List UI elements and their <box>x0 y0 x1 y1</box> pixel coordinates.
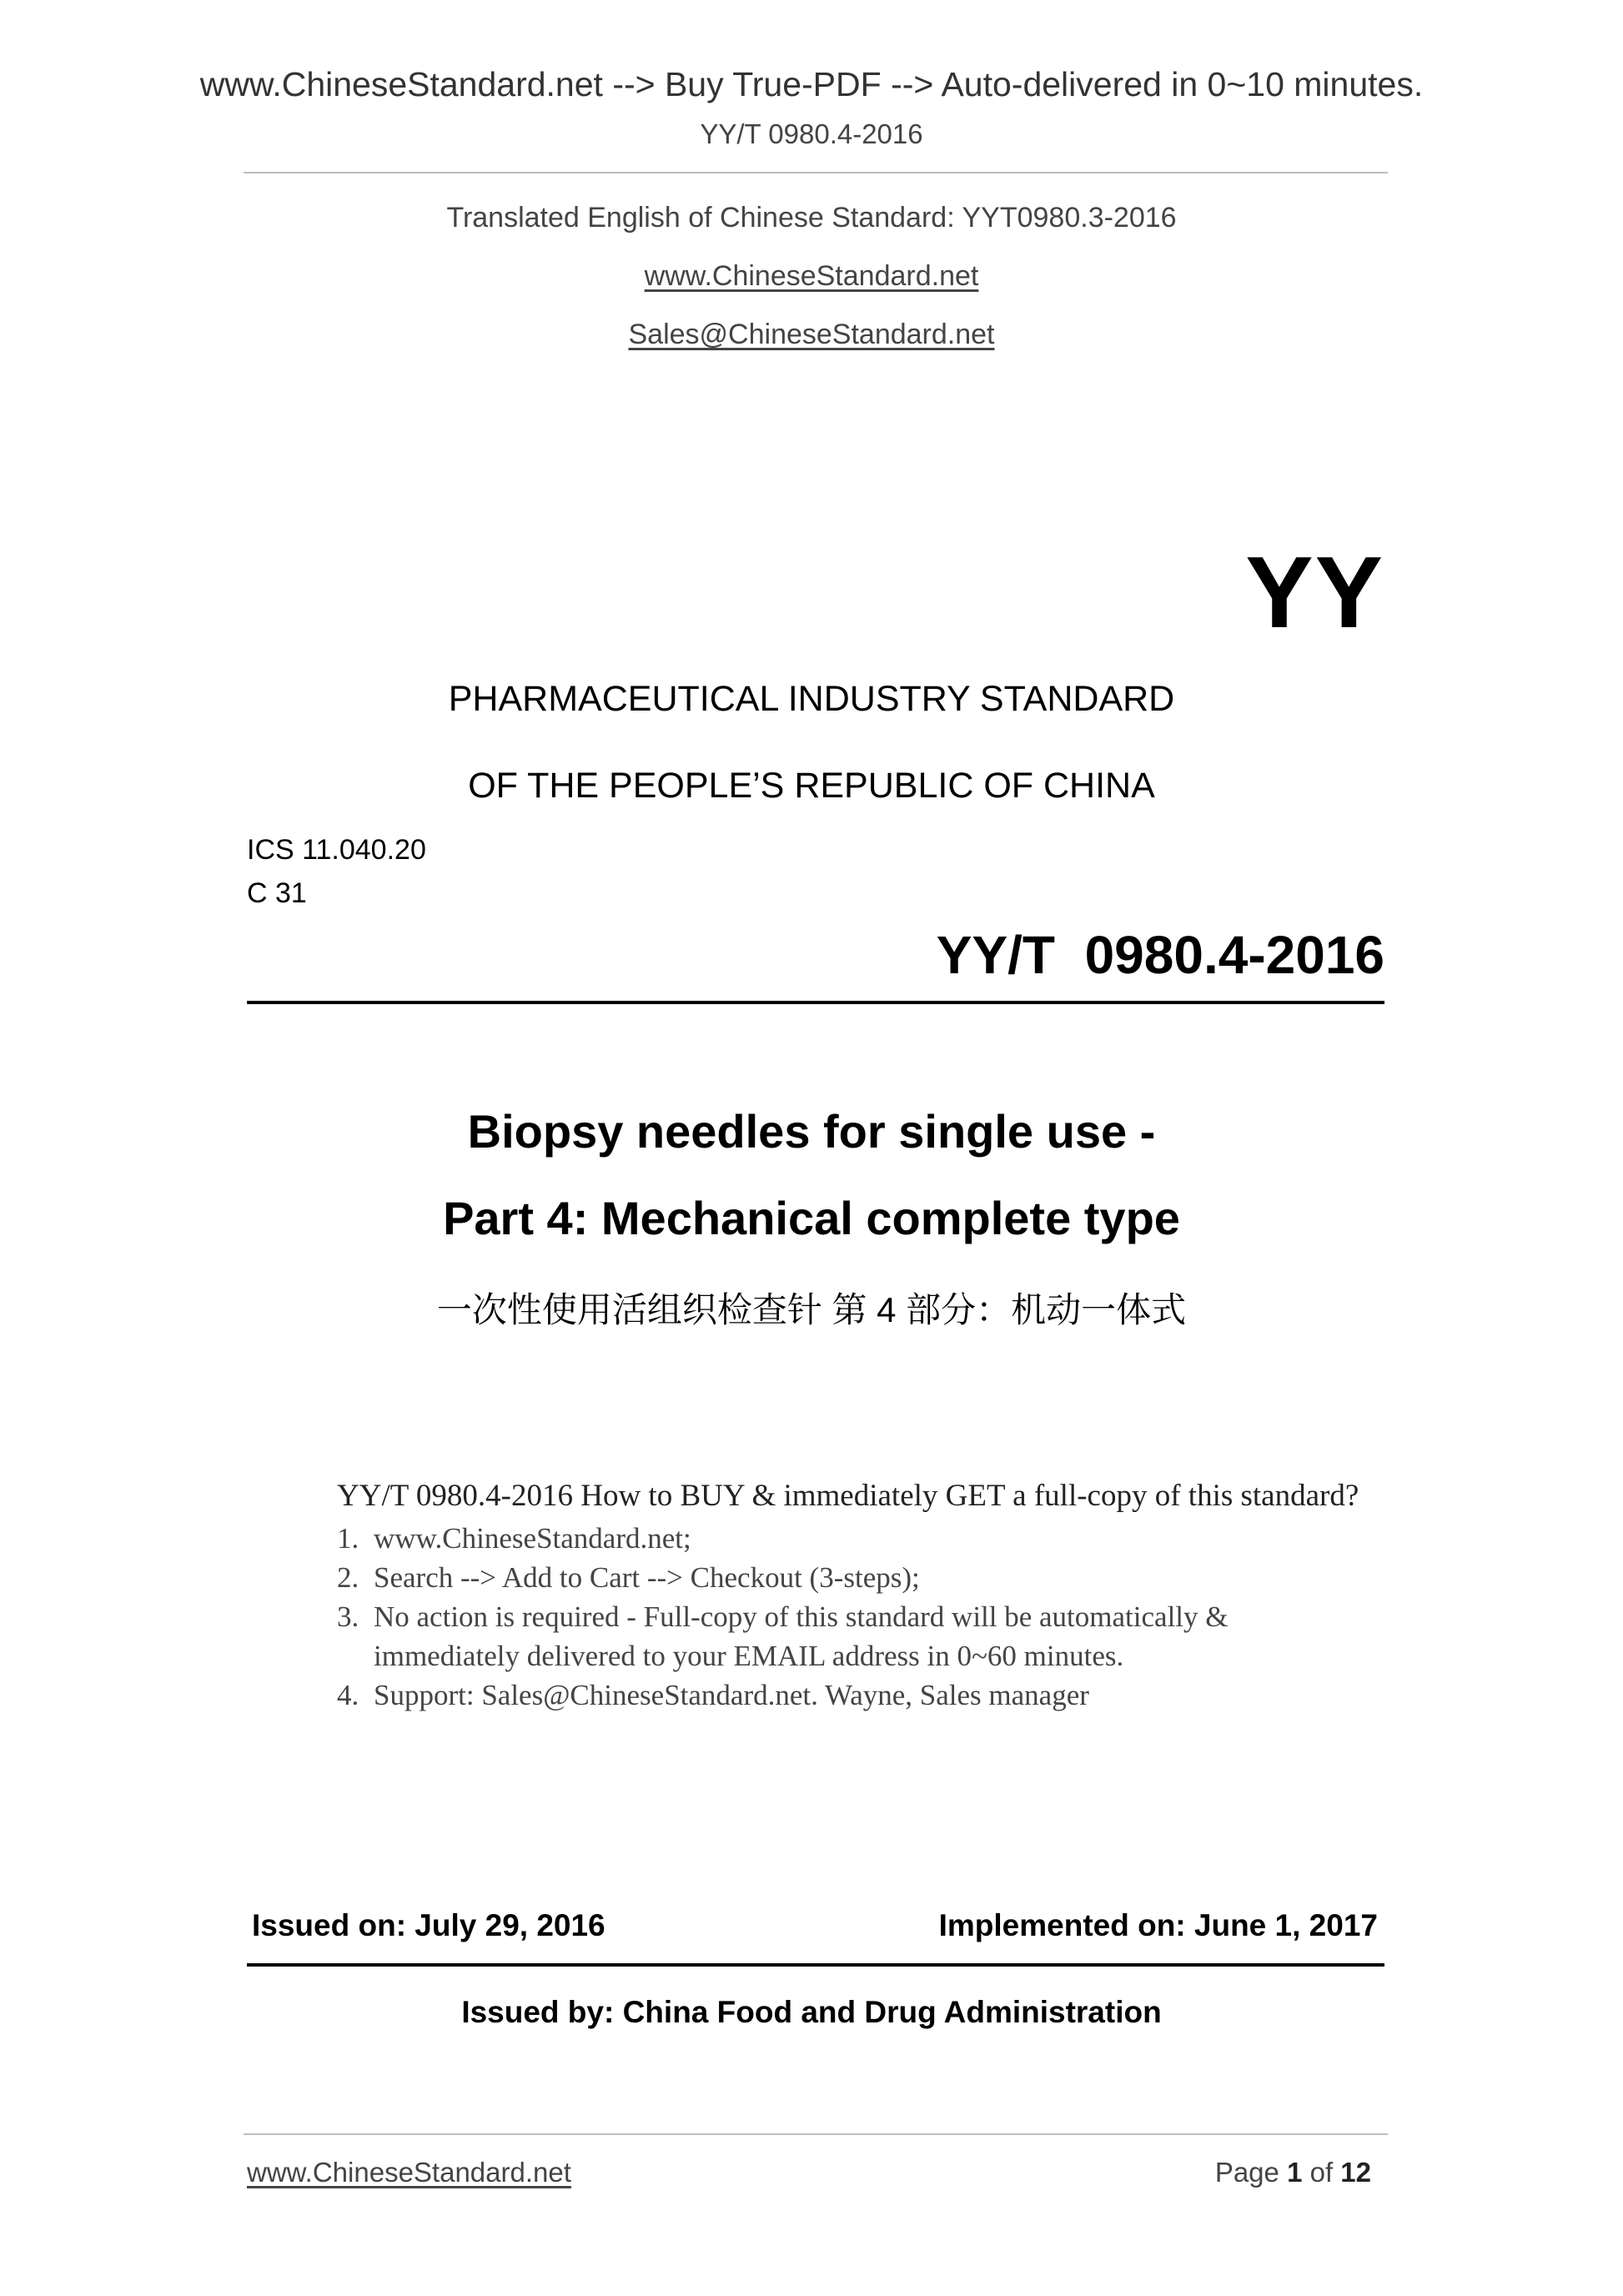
page-current: 1 <box>1287 2157 1303 2188</box>
issued-by: Issued by: China Food and Drug Administration <box>461 1995 1162 2029</box>
implemented-on-date: Implemented on: June 1, 2017 <box>938 1908 1378 1942</box>
yy-logo-letters: YY <box>1245 535 1384 649</box>
standard-number: YY/T 0980.4-2016 <box>936 925 1384 985</box>
page-of: of <box>1302 2157 1341 2188</box>
title-line-2: Part 4: Mechanical complete type <box>443 1192 1180 1244</box>
step-number: 2. <box>337 1561 359 1594</box>
purchase-step <box>337 1558 1421 1597</box>
email-link-line <box>0 319 1623 351</box>
page-indicator <box>1215 2157 1371 2188</box>
website-link-line <box>0 260 1623 293</box>
translated-notice: Translated English of Chinese Standard: YYT0980.3-2016 <box>446 202 1177 234</box>
purchase-steps <box>337 1519 1421 1715</box>
standard-number-rule <box>247 1001 1384 1004</box>
page-prefix: Page <box>1214 2157 1288 2188</box>
step-number: 3. <box>337 1600 359 1633</box>
title-line-1: Biopsy needles for single use - <box>467 1105 1156 1158</box>
website-link[interactable]: www.ChineseStandard.net <box>644 260 979 292</box>
header-banner: www.ChineseStandard.net --> Buy True-PDF --> Auto-delivered in 0~10 minutes. <box>199 65 1424 103</box>
purchase-step <box>337 1676 1421 1715</box>
industry-line-1: PHARMACEUTICAL INDUSTRY STANDARD <box>448 679 1175 719</box>
industry-line-2: OF THE PEOPLE’S REPUBLIC OF CHINA <box>468 766 1155 806</box>
footer-divider <box>244 2133 1388 2135</box>
step-number: 4. <box>337 1679 359 1711</box>
header-doc-code: YY/T 0980.4-2016 <box>700 118 923 149</box>
ics-code: ICS 11.040.20 <box>247 834 426 866</box>
dates-rule <box>247 1963 1384 1967</box>
email-link[interactable]: Sales@ChineseStandard.net <box>628 319 995 350</box>
purchase-instructions <box>337 1478 1421 1715</box>
title-chinese: 一次性使用活组织检查针 第 4 部分：机动一体式 <box>436 1290 1187 1329</box>
page-total: 12 <box>1340 2157 1371 2188</box>
footer-website-link[interactable]: www.ChineseStandard.net <box>247 2157 571 2188</box>
header-divider <box>244 172 1388 173</box>
purchase-heading: YY/T 0980.4-2016 How to BUY & immediately GET a full-copy of this standard? <box>337 1479 1359 1513</box>
purchase-step <box>337 1519 1421 1558</box>
step-number: 1. <box>337 1522 359 1555</box>
purchase-step <box>337 1597 1421 1676</box>
step-text: Search --> Add to Cart --> Checkout (3-steps); <box>374 1561 920 1594</box>
step-text: Support: Sales@ChineseStandard.net. Wayne, Sales manager <box>374 1679 1089 1711</box>
step-text: No action is required - Full-copy of this standard will be automatically & immediately delivered to your EMAIL address in 0~60 minutes. <box>374 1600 1229 1672</box>
issued-on-date: Issued on: July 29, 2016 <box>252 1908 605 1942</box>
ccs-code: C 31 <box>247 877 307 909</box>
step-text: www.ChineseStandard.net; <box>374 1522 691 1555</box>
